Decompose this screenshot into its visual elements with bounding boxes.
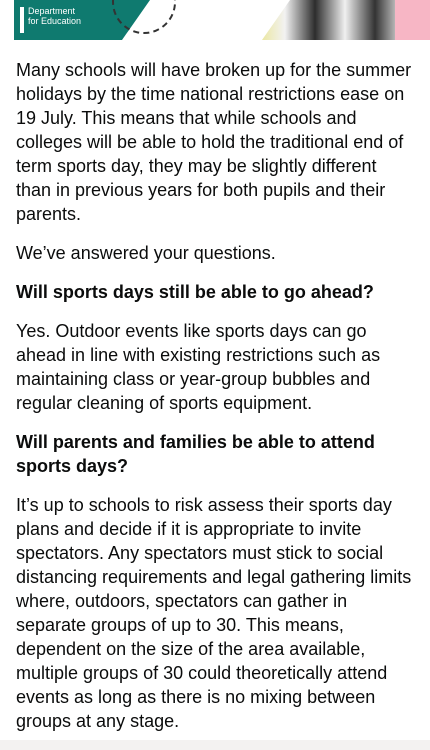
answer-parents: It’s up to schools to risk assess their sports day plans and decide if it is appropriate to invite spectators. Any spectators must stick to social distancing requirements and legal gathering limits where, outdoors, spectators can gather in separate groups of up to 30. This means, dependent on the size of the area available, multiple groups of 30 could theoretically attend events as long as there is no mixing between groups at any stage. bbox=[16, 495, 412, 731]
answer-sports-days: Yes. Outdoor events like sports days can go ahead in line with existing restrictions such as maintaining class or year-group bubbles and regular cleaning of sports equipment. bbox=[16, 321, 381, 413]
header-banner bbox=[0, 0, 430, 44]
department-name-line2: for Education bbox=[28, 16, 82, 26]
crest-icon bbox=[20, 7, 24, 33]
question-heading-sports-days: Will sports days still be able to go ahead? bbox=[16, 282, 374, 302]
department-logo[interactable] bbox=[20, 6, 81, 33]
banner-pink-block bbox=[395, 0, 430, 40]
answered-paragraph: We’ve answered your questions. bbox=[16, 243, 276, 263]
intro-paragraph: Many schools will have broken up for the summer holidays by the time national restrictions ease on 19 July. This means that while schools and colleges will be able to hold the traditional end of term sports day, they may be slightly different than in previous years for both pupils and their parents. bbox=[16, 60, 412, 224]
article-body bbox=[16, 58, 416, 748]
department-name-line1: Department bbox=[28, 6, 76, 16]
question-heading-parents: Will parents and families be able to attend sports days? bbox=[16, 432, 375, 476]
bottom-edge bbox=[0, 740, 430, 750]
